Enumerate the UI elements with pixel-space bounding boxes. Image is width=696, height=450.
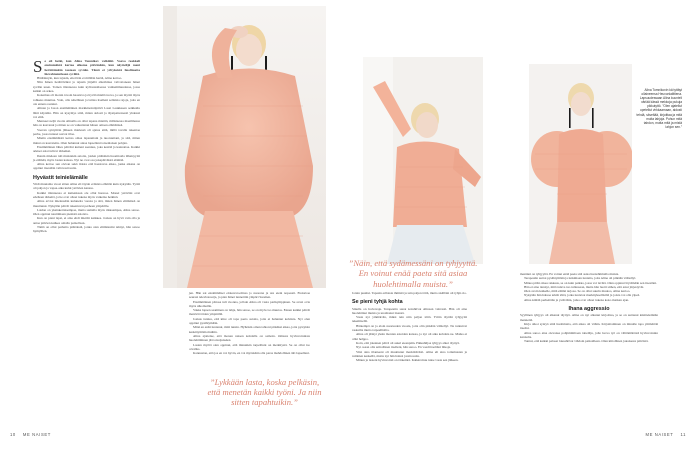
footer-right: [645, 432, 686, 437]
paragraph: Koin, että jokainen päivä oli askel eteenpäin. Pikkuhiljaa tyhjyys alkoi täyttyä.: [356, 340, 460, 345]
page-number-left: 10: [10, 432, 16, 437]
paragraph: Minua pitää oikea rakkaus, se on kuin paikka, jossa voi levätä. Olen oppinut löytämään sen itsestäni.: [524, 280, 657, 285]
paragraph: Nykyään hän haluaa tehdä töitä, jotka tuntuvat merkityksellisiltä ja joista voi olla ylpeä.: [524, 293, 640, 298]
paragraph: Nyt osaan olla armollinen itselleni, hän sanoo. En vaadi itseltäni liikoja.: [356, 345, 451, 350]
paragraph: Alina ajattelee, että monen naisen kohdalla on samoin. Omasta hyvinvoinnista huolehtiminen jää toissijaiseksi.: [189, 333, 310, 343]
paragraph: Ensimmäinen pääosa tuli vuonna, jolloin Alina oli vasta parikymppinen. Se avasi ovia myös ulkomaille.: [189, 299, 310, 308]
paragraph: Syyllinen tyhjyys oli alkanut täyttyä. Alina on nyt alkanut kirjoittaa, ja se on auttanut käsittelemään menneitä.: [520, 313, 658, 322]
paragraph: Menneet neljä vuotta Alinalla on ollut tapana miettiä, millaisessa maailmassa hän on kasvanut ja miten se on vaikuttanut hänen omaan elämäänsä.: [33, 119, 140, 128]
paragraph: Alina sanoo aina olevansa pohjimmiltaan taiteilija, jolle luova työ on välttämätöntä hyvinvoinnin kannalta.: [520, 330, 658, 339]
paragraph: mesänni on tyhjyyttä. En voinut enää paeta sitä asiaa huolehtimalla muista.: [520, 272, 620, 276]
magazine-name-right: ME NAISET: [645, 432, 674, 437]
paragraph: Vaavan syntymän jälkeen mielessä oli ajatus siitä, millä tavalla rakentaa perhe, jossa tunteet saavat tilaa.: [33, 127, 140, 137]
paragraph: Olen avoin kaikelle, mitä elämä tarjoaa. Se on ollut suurin muutos, Alina kertoo.: [524, 289, 631, 294]
section-heading: Ihana aggressio: [568, 306, 610, 313]
paragraph: Alina kertoo sen olevan sekä iloista että haastavaa aikaa, jonka aikana on oppinut itsestään valtavasti uutta.: [33, 162, 140, 171]
paragraph: Minä en enää tuntenut, mitä tunsin. Hylkäsin oman tahtoni pitkäksi aikaa, jotta pystyisin keskittymään muihin.: [189, 325, 310, 334]
paragraph: Viisi aina tilanteeni oli muuttunut merkittävästi. Alina eli aina tottumusten ja rutiinien keskellä, mutta nyt hän halusi jotain uutta.: [352, 349, 467, 358]
magazine-name-left: ME NAISET: [22, 432, 51, 437]
paragraph: Kaikki tilanteessa ei kuitenkaan ole ollut huonoa. Monet ystäväni ovat edelleen tärkeitä, ja he ovat olleet tukena myös vaikeina hetkinä.: [33, 190, 140, 199]
column-1: [33, 59, 140, 234]
drop-cap: S: [33, 57, 43, 76]
column-3: [352, 291, 467, 362]
portrait-photo-stretch: [363, 57, 483, 264]
column-2: [189, 291, 310, 355]
footer-left: [10, 432, 51, 437]
paragraph: Alina kiittää perhettään ja ystäviään, jotka ovat olleet tukena koko matkan ajan.: [524, 297, 630, 302]
paragraph: Mietin ensimmäistä kertaa omaa lapsuuttani ja nuoruuttani, ja sitä, miten minut on kasvatettu. Olen halunnut antaa lapselleni toisenlaisen pohjan.: [33, 136, 140, 145]
paragraph: Tämä on ollut parhaita päätöksiä, jonka olen elämässäni tehnyt, hän sanoo hymyillen.: [33, 224, 140, 234]
paragraph: Hätäännyin, kun tajusin, ettei hän ei millään herää, Alina kertoo.: [37, 76, 123, 81]
paragraph: Alina oli jäänyt yksin monien asioiden kanssa, ja nyt oli aika kohdata ne. Matka ei ollut helppo.: [352, 332, 467, 341]
paragraph: Terapeutin auttoi pysähtymään ja tutkimaan tunteita, joita Alina oli pitkään välttellyt.: [524, 276, 637, 281]
paragraph: Niin hänen herättäväksi ja tajusin järjellä alkoihinsa valvottaneen hänet syvään unen. Toinen tilanteessa kuin kyllosiaalisessa vanhemmuudessa, jossa kaikki on arkea.: [33, 80, 140, 94]
paragraph: Vasta nyt ymmärrän, miksi tein niin paljon töitä. Yritin täyttää tyhjyyttä tekemisellä.: [352, 315, 467, 324]
paragraph: Sinulla on hoivavaje. Terapeutin sanat kolahtivat Alinaan vahvasti. Hän oli aina huolehtinut muista ja unohtanut itsensä.: [352, 306, 467, 315]
paragraph: Ensimmäinen lähes päiväni kuiteni asennus, joka kestää ja kannattaa. Kaikki arkiset asiat tulivat tärkeiksi.: [33, 144, 140, 154]
paragraph: Joskus tuntuu, että kiire oli tapa paeta asioita, joita ei halunnut kohdata. Nyt olen oppinut pysähtymään.: [189, 316, 310, 326]
photo-caption: Alina Tomnikovin kä tyttäyt ollaineensa Heuvonlaiittiena. Lapsuudessaan Alina kuunteli väriää kässä mekkoja pukuja pikkutyttö. ”Olen ajatellut opetellut virkkaamaan, aidosti tehdä, säveltää, kirjoittaa ja mitä muita lahjoja. Puhun mitä tahdon, mutta mitä ja mistä lahjon sen.”: [636, 88, 682, 129]
paragraph: Jotain puuttui. Tapasin erilaisia ihmisiä ja tein paljon töitä, mutta sisälläni oli tyhjä olo.: [352, 291, 467, 295]
paragraph: Kokemus oli monin tavoin haastava ja hyvää mieltä tuova, ja sen myötä myös rohkeus muuttua. Voin, olla rehellinen ja laittaa itselleni sellaisia rajoja, joita en ole ennen osannut.: [33, 93, 140, 106]
column-4: [520, 272, 658, 343]
paragraph: jen. Hän sai ensimmäiset elokuvaroolinsa jo nuorena ja ura eteni nopeasti. Elokuvaa seurasi televisiosarja, ja pian hänet tunnettiin ympäri Suomen.: [189, 291, 310, 300]
pull-quote-2: ”Lykkään lasta, koska pelkäsin, että menetän kaikki työni. Ja niin sitten tapahtuikin.”: [207, 377, 322, 407]
paragraph: Viidi muutama vuosi sitten Alina eli täysin erilaista elämää kuin nykyään. Työtä oli paljon ja vapaa-aika kului ystävien kanssa.: [33, 182, 140, 191]
paragraph: Laidan on yksinkertaisempaa, mutta samalla myös rikkaampaa, Alina sanoo. Olen oppinut nauttimaan pienistä asioista.: [33, 207, 140, 217]
paragraph: Alina arvioi mielessään kuluneita vuosia ja sitä, miten hänen elämänsä on muuttunut. Nykyään päivät rakentuvat perheen ympärille.: [33, 199, 140, 208]
paragraph: Minun ja lasteni hyvinvointi on tärkeintä. Kaikki muu tulee vasta sen jälkeen.: [356, 358, 459, 363]
section-heading: Se pieni tyhjä kohta: [352, 299, 403, 306]
pull-quote-1: ”Näin, että sydämessäni on tyhjyyttä. En voinut enää paeta sitä asiaa huolehtimalla muista.”: [348, 258, 478, 289]
paragraph: Hän ei aina tiennyt, mitä tuleva tuo tullessaan, mutta hän luotti siihen, että asiat järjestyvät.: [524, 284, 645, 289]
paragraph: Alinan ja Jason ensimmäinen markkinointipäivä Lassi Laukkasen seikkailu lähti käyntiin. Hän on kysymys siitä, miten aidosti ja täysipainoisesti yhdessä voi elää.: [33, 106, 140, 119]
portrait-photo-knit-sweater: [163, 6, 326, 288]
paragraph: Kannustan, että jos en voi hyvin, en voi myöskään olla paras mahdollinen äiti lapselleni.: [193, 351, 310, 356]
page-number-right: 11: [680, 432, 686, 437]
paragraph: Kun on pieni lapsi, ei aina ehdi miettiä kaikkea. Joskus on hyvä vain olla ja antaa päivien kulkea omalla painollaan.: [33, 216, 140, 225]
photo-illustration-3: [529, 64, 632, 264]
paragraph: Ihanin mieleen tuli muistakin asioita, joiden pitäisikin huomioida läheisyyttä ja elämää, myös lasten kanssa. Nyt ne ovat osa jokapäiväistä elämää.: [33, 153, 140, 162]
portrait-photo-arms-up: [529, 64, 632, 264]
paragraph: Vakka lapsen saaminen on lahja, hän sanoo, se on myös iso muutos. Ennen kaikki päivät menivät töiden ympärillä.: [189, 308, 310, 317]
paragraph: Häntempä on ja aloin nuoruuden vuosia, joita olin pitkään välttellyt. Ne tuntuivat raskailta mutta tarpeellisilta.: [352, 323, 467, 333]
section-heading: Hyvästit teinielämälle: [33, 174, 88, 181]
paragraph: Lasten myötä olen oppinut, että minunkin tarpeillani on merkitystä. Se on ollut iso oivallus.: [189, 342, 310, 351]
photo-illustration: [163, 6, 326, 288]
paragraph: Kirja alkoi syntyä siitä huolimatta, että aikaa oli vähän. Kirjoittaminen on minulle tapa ymmärtää itseäni.: [520, 321, 658, 331]
paragraph: Tuntui, että kaikki palaset loksahtivat vihdoin paikoilleen. Olen kiitollinen jokaisesta päivästä.: [524, 339, 649, 344]
intro-paragraph: Se oli hetki, kun Alina Tomnikov valkähti. Vaava reakkeli ensimmäistä kertaa alkoma päivänään, kun näyttelijä meni herättämään taataan syvään. Tämä ei yrityksistä huolimatta hievahtanutkaan syvältä.: [33, 57, 140, 76]
photo-illustration-2: [363, 57, 483, 264]
